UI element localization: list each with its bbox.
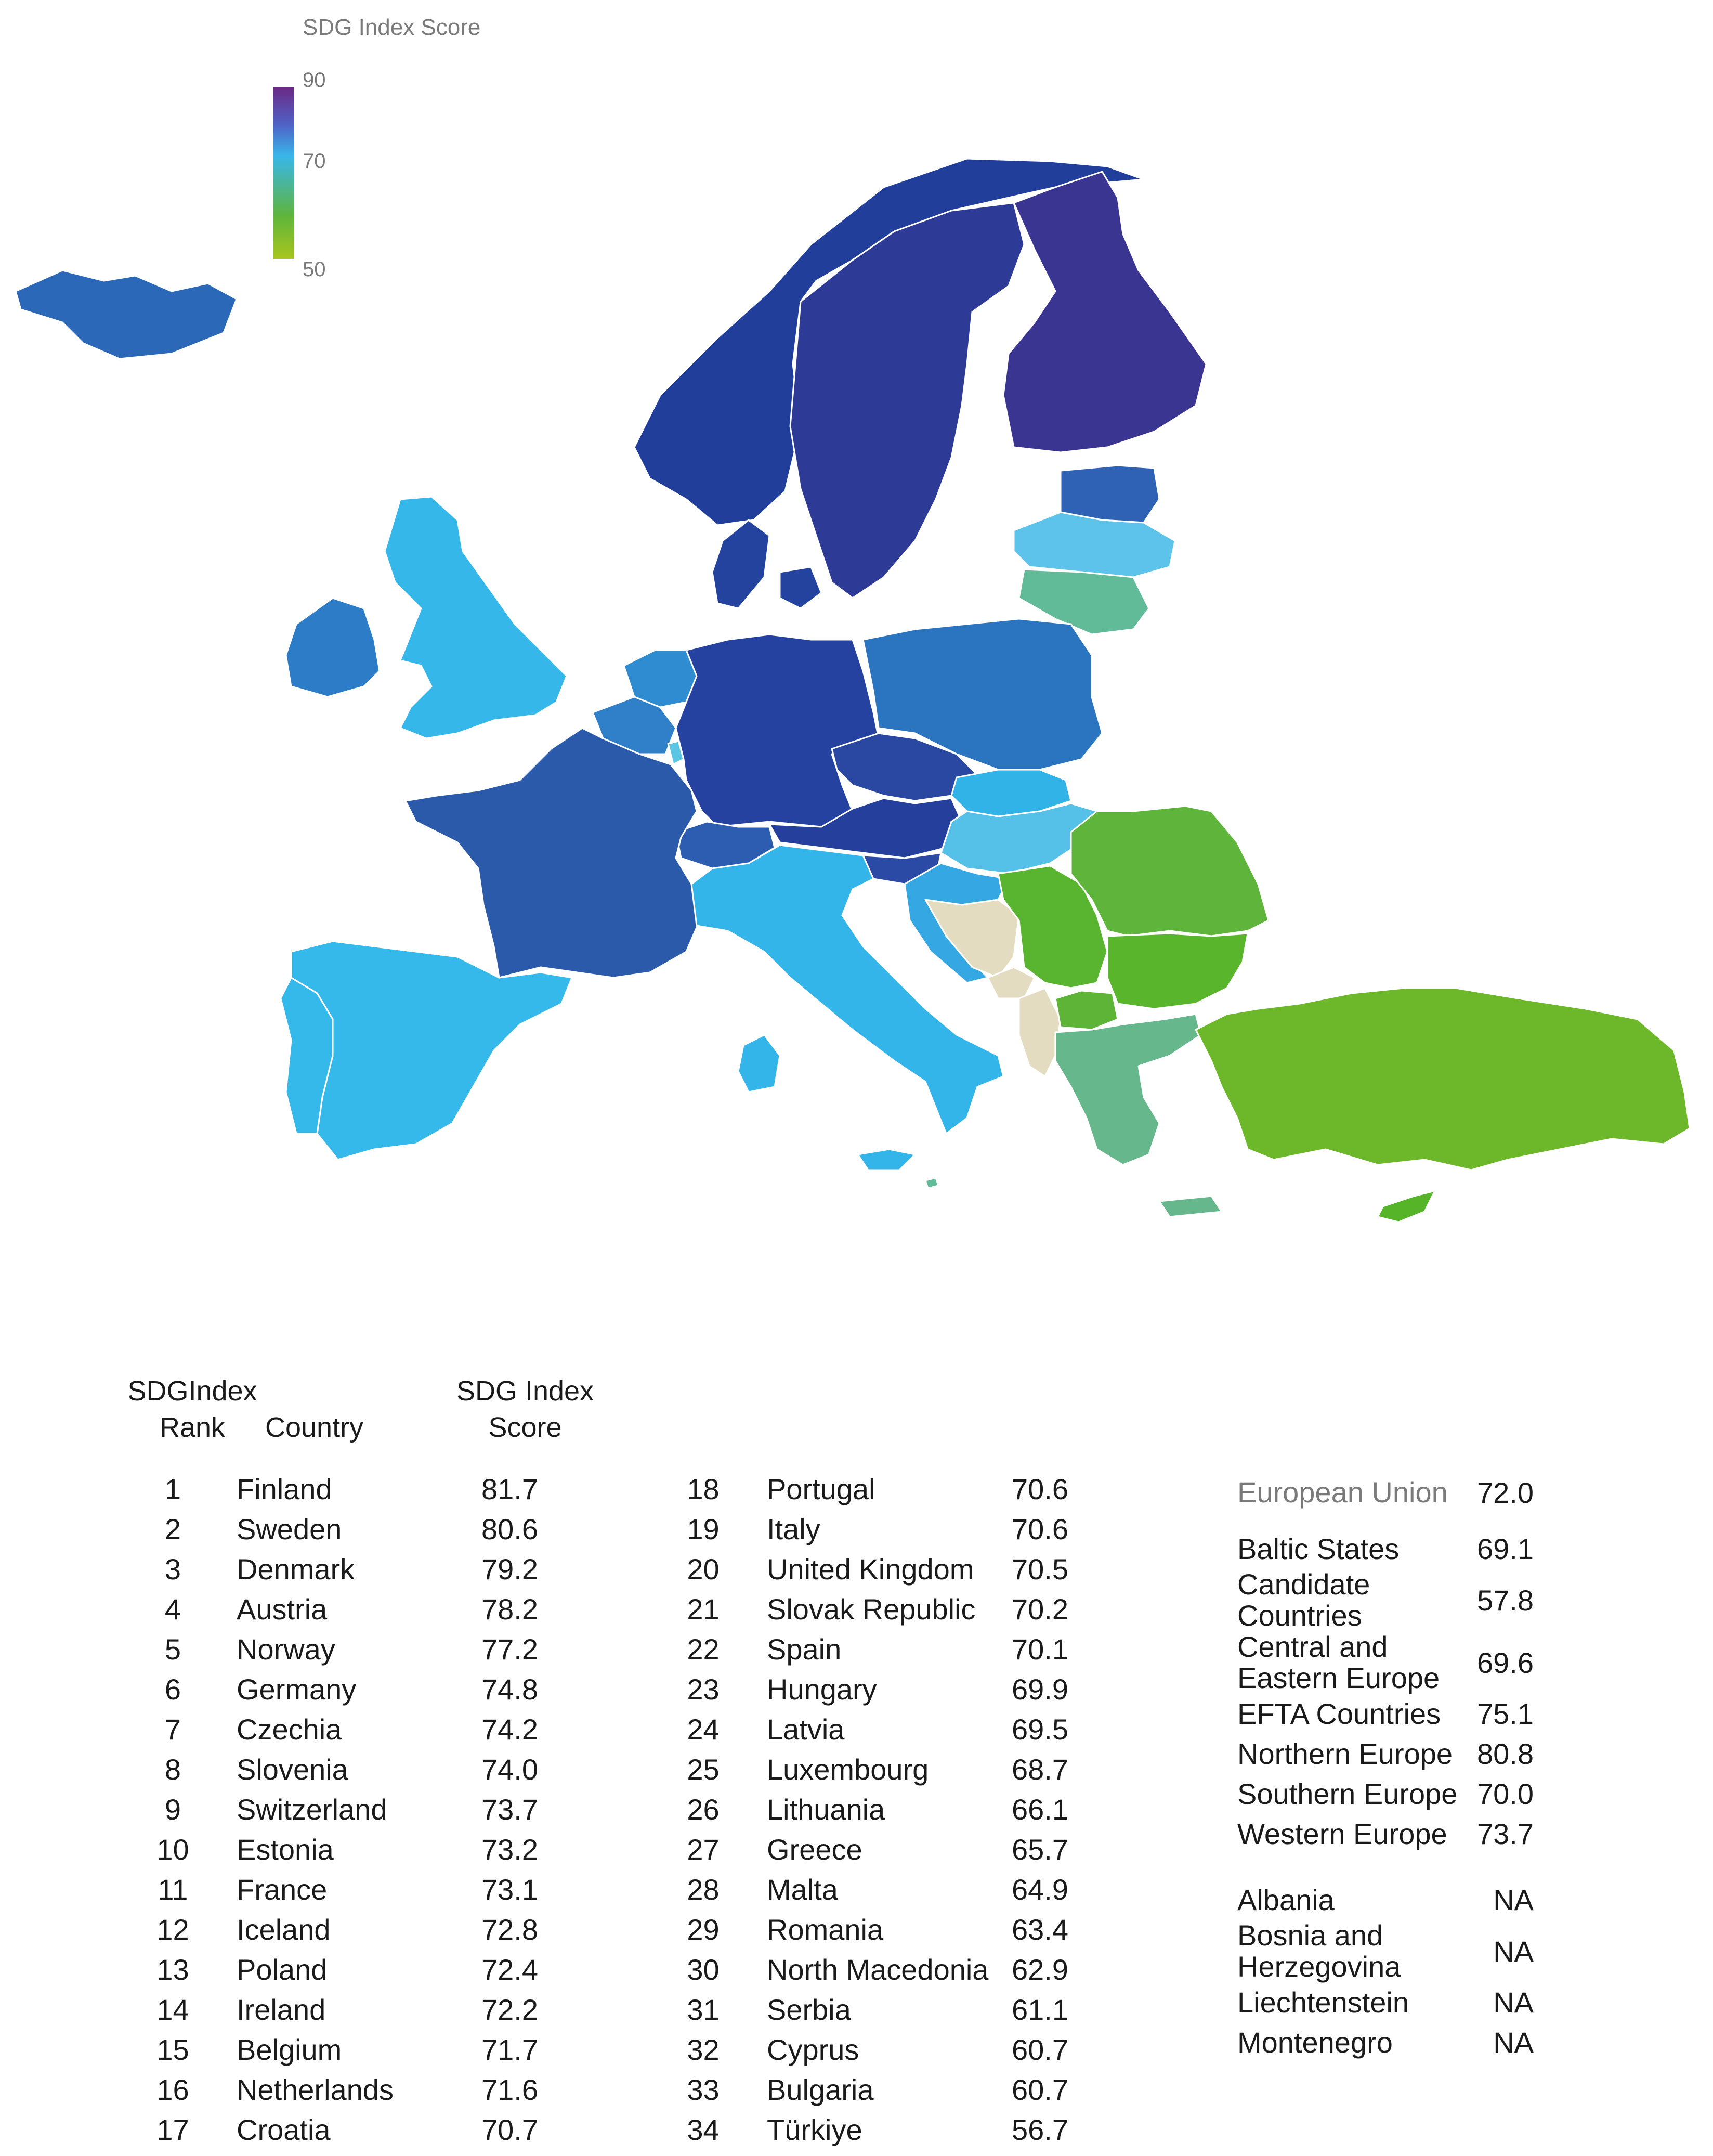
score-header-line1: SDG Index (456, 1375, 594, 1407)
rank-cell: 12 (156, 1913, 189, 1946)
country-estonia[interactable] (1061, 465, 1159, 523)
group-row-efta-countries (1237, 1694, 1534, 1734)
country-albania[interactable] (1019, 988, 1061, 1076)
rank-cell: 4 (164, 1593, 181, 1626)
table-row (681, 1910, 1068, 1950)
country-cell: Italy (767, 1513, 820, 1545)
rank-cell: 9 (164, 1793, 181, 1826)
rank-header-line2: Rank (159, 1412, 226, 1443)
legend-title: SDG Index Score (303, 15, 481, 40)
rank-cell: 30 (687, 1953, 720, 1986)
rank-cell: 17 (156, 2113, 189, 2146)
group-row-liechtenstein (1237, 1982, 1534, 2022)
score-cell: 70.7 (481, 2113, 538, 2146)
country-iceland[interactable] (16, 270, 237, 359)
country-france[interactable] (406, 728, 702, 978)
group-score: 57.8 (1477, 1583, 1534, 1617)
group-row-central-and-eastern-europe (1237, 1631, 1534, 1694)
group-row-montenegro (1237, 2022, 1534, 2062)
score-cell: 73.1 (481, 1873, 538, 1906)
country-malta[interactable] (925, 1178, 938, 1188)
country-cell: Austria (237, 1593, 328, 1626)
group-row-bosnia-and-herzegovina (1237, 1920, 1534, 1982)
group-score: 75.1 (1477, 1697, 1534, 1730)
country-cell: Cyprus (767, 2033, 859, 2066)
country-cell: Luxembourg (767, 1753, 929, 1786)
group-score: 73.7 (1477, 1817, 1534, 1850)
country-cell: Norway (237, 1633, 335, 1666)
country-greece[interactable] (1055, 1014, 1222, 1217)
score-cell: 71.7 (481, 2033, 538, 2066)
country-cell: Lithuania (767, 1793, 885, 1826)
rank-header-line1: SDGIndex (127, 1375, 257, 1407)
table-row (151, 1629, 538, 1669)
rank-cell: 27 (687, 1833, 720, 1866)
country-cell: Ireland (237, 1993, 326, 2026)
country-cell: Serbia (767, 1993, 851, 2026)
group-score: 69.1 (1477, 1532, 1534, 1565)
score-cell: 70.5 (1012, 1553, 1068, 1586)
legend-tick-50: 50 (303, 258, 326, 281)
score-cell: 74.8 (481, 1673, 538, 1706)
group-label: Candidate Countries (1237, 1568, 1370, 1632)
group-row-western-europe (1237, 1814, 1534, 1854)
country-cell: Hungary (767, 1673, 877, 1706)
score-cell: 72.8 (481, 1913, 538, 1946)
group-row-european-union (1237, 1472, 1534, 1513)
table-row (681, 1669, 1068, 1709)
rank-cell: 15 (156, 2033, 189, 2066)
score-header (447, 1373, 603, 1446)
country-germany[interactable] (676, 634, 879, 827)
group-label: Bosnia and Herzegovina (1237, 1919, 1401, 1983)
score-cell: 56.7 (1012, 2113, 1068, 2146)
table-row (681, 1589, 1068, 1629)
rank-cell: 11 (158, 1873, 188, 1906)
rank-cell: 26 (687, 1793, 720, 1826)
group-score: 70.0 (1477, 1777, 1534, 1810)
score-cell: 73.2 (481, 1833, 538, 1866)
table-row (681, 1549, 1068, 1589)
country-ireland[interactable] (286, 598, 380, 697)
table-row (681, 1950, 1068, 1990)
rank-cell: 33 (687, 2073, 720, 2106)
score-cell: 77.2 (481, 1633, 538, 1666)
rank-cell: 1 (164, 1473, 181, 1505)
rank-cell: 2 (164, 1513, 181, 1545)
rank-cell: 5 (164, 1633, 181, 1666)
score-cell: 74.2 (481, 1713, 538, 1746)
country-cell: Finland (237, 1473, 332, 1505)
rank-cell: 7 (164, 1713, 181, 1746)
table-row (151, 1789, 538, 1829)
rank-cell: 31 (687, 1993, 720, 2026)
country-cell: Greece (767, 1833, 862, 1866)
score-cell: 62.9 (1012, 1953, 1068, 1986)
country-latvia[interactable] (1014, 512, 1175, 577)
country-cell: Malta (767, 1873, 838, 1906)
rank-cell: 22 (687, 1633, 720, 1666)
legend-tick-70: 70 (303, 150, 326, 173)
country-cell: Slovak Republic (767, 1593, 976, 1626)
group-label: Baltic States (1237, 1532, 1400, 1565)
score-cell: 63.4 (1012, 1913, 1068, 1946)
country-cell: Iceland (237, 1913, 331, 1946)
rank-cell: 6 (164, 1673, 181, 1706)
group-score: NA (1493, 2026, 1534, 2059)
country-north-macedonia[interactable] (1055, 991, 1118, 1030)
group-score: 72.0 (1477, 1476, 1534, 1509)
group-label: Montenegro (1237, 2025, 1393, 2059)
country-cell: Germany (237, 1673, 357, 1706)
na-countries-list (1237, 1880, 1534, 2062)
score-cell: 70.6 (1012, 1513, 1068, 1545)
country-cell: Denmark (237, 1553, 355, 1586)
score-cell: 81.7 (481, 1473, 538, 1505)
score-cell: 73.7 (481, 1793, 538, 1826)
rank-cell: 29 (687, 1913, 720, 1946)
group-label: Western Europe (1237, 1817, 1447, 1850)
rank-cell: 20 (687, 1553, 720, 1586)
group-label: Northern Europe (1237, 1737, 1453, 1770)
group-score: NA (1493, 1986, 1534, 2019)
group-label: European Union (1237, 1476, 1448, 1509)
rank-cell: 18 (687, 1473, 720, 1505)
country-united-kingdom[interactable] (385, 497, 567, 738)
table-row (151, 1469, 538, 1509)
table-row (151, 1509, 538, 1549)
group-row-albania (1237, 1880, 1534, 1920)
table-row (681, 2110, 1068, 2150)
group-row-northern-europe (1237, 1734, 1534, 1774)
group-label: Liechtenstein (1237, 1985, 1409, 2019)
group-label: Central and Eastern Europe (1237, 1630, 1440, 1694)
table-row (151, 1869, 538, 1910)
table-row (151, 1990, 538, 2030)
table-row (151, 2110, 538, 2150)
score-header-line2: Score (488, 1412, 562, 1443)
table-row (151, 1709, 538, 1749)
score-cell: 69.5 (1012, 1713, 1068, 1746)
country-cell: Romania (767, 1913, 884, 1946)
country-cell: North Macedonia (767, 1953, 989, 1986)
table-row (681, 1749, 1068, 1789)
rank-cell: 34 (687, 2113, 720, 2146)
country-cell: Sweden (237, 1513, 342, 1545)
country-cell: Portugal (767, 1473, 875, 1505)
table-row (681, 1469, 1068, 1509)
group-score: NA (1493, 1934, 1534, 1968)
table-row (681, 1509, 1068, 1549)
rank-cell: 32 (687, 2033, 720, 2066)
country-cell: Croatia (237, 2113, 331, 2146)
table-row (151, 1549, 538, 1589)
country-bulgaria[interactable] (1107, 933, 1248, 1009)
rank-cell: 28 (687, 1873, 720, 1906)
country-cell: Slovenia (237, 1753, 348, 1786)
country-cell: Bulgaria (767, 2073, 874, 2106)
score-cell: 65.7 (1012, 1833, 1068, 1866)
country-cell: Estonia (237, 1833, 334, 1866)
group-score: NA (1493, 1884, 1534, 1916)
table-row (151, 1910, 538, 1950)
country-cell: Belgium (237, 2033, 342, 2066)
score-cell: 78.2 (481, 1593, 538, 1626)
group-scores (1237, 1472, 1534, 2062)
score-cell: 68.7 (1012, 1753, 1068, 1786)
table-row (681, 2070, 1068, 2110)
table-row (681, 2030, 1068, 2070)
country-cell: Netherlands (237, 2073, 394, 2106)
table-row (681, 1829, 1068, 1869)
country-cell: Spain (767, 1633, 842, 1666)
table-row (681, 1990, 1068, 2030)
country-finland[interactable] (1003, 172, 1206, 452)
score-cell: 71.6 (481, 2073, 538, 2106)
rank-cell: 25 (687, 1753, 720, 1786)
score-cell: 80.6 (481, 1513, 538, 1545)
ranking-column-2 (681, 1469, 1068, 2150)
group-score: 80.8 (1477, 1737, 1534, 1770)
table-row (151, 1749, 538, 1789)
score-cell: 60.7 (1012, 2033, 1068, 2066)
score-cell: 66.1 (1012, 1793, 1068, 1826)
rank-cell: 14 (156, 1993, 189, 2026)
group-label: Southern Europe (1237, 1777, 1458, 1810)
group-row-baltic-states (1237, 1529, 1534, 1569)
score-cell: 74.0 (481, 1753, 538, 1786)
rank-cell: 10 (156, 1833, 189, 1866)
rank-cell: 16 (156, 2073, 189, 2106)
rank-header (120, 1373, 265, 1446)
group-label: Albania (1237, 1883, 1335, 1916)
rank-cell: 3 (164, 1553, 181, 1586)
country-cell: France (237, 1873, 328, 1906)
legend-tick-90: 90 (303, 69, 326, 92)
country-turkiye[interactable] (1196, 988, 1690, 1170)
table-row (681, 1869, 1068, 1910)
group-label: EFTA Countries (1237, 1697, 1441, 1730)
group-row-southern-europe (1237, 1774, 1534, 1814)
country-header: Country (265, 1412, 364, 1443)
country-cell: Latvia (767, 1713, 845, 1746)
group-score: 69.6 (1477, 1646, 1534, 1679)
country-cell: Czechia (237, 1713, 342, 1746)
country-cell: Poland (237, 1953, 328, 1986)
rank-cell: 23 (687, 1673, 720, 1706)
score-cell: 70.2 (1012, 1593, 1068, 1626)
score-cell: 72.2 (481, 1993, 538, 2026)
group-row-candidate-countries (1237, 1569, 1534, 1631)
table-row (151, 1829, 538, 1869)
score-cell: 60.7 (1012, 2073, 1068, 2106)
rank-cell: 13 (156, 1953, 189, 1986)
rank-cell: 21 (687, 1593, 720, 1626)
table-row (681, 1709, 1068, 1749)
country-cell: Türkiye (767, 2113, 862, 2146)
table-row (151, 1589, 538, 1629)
table-row (151, 2030, 538, 2070)
score-cell: 70.6 (1012, 1473, 1068, 1505)
country-cell: Switzerland (237, 1793, 387, 1826)
score-cell: 70.1 (1012, 1633, 1068, 1666)
rank-cell: 8 (164, 1753, 181, 1786)
score-cell: 64.9 (1012, 1873, 1068, 1906)
ranking-column-1 (151, 1469, 538, 2150)
table-row (151, 1950, 538, 1990)
score-cell: 79.2 (481, 1553, 538, 1586)
score-cell: 69.9 (1012, 1673, 1068, 1706)
table-row (151, 1669, 538, 1709)
country-cyprus[interactable] (1378, 1191, 1435, 1222)
rank-cell: 19 (687, 1513, 720, 1545)
country-romania[interactable] (1071, 806, 1269, 936)
country-cell: United Kingdom (767, 1553, 974, 1586)
table-row (681, 1629, 1068, 1669)
table-row (681, 1789, 1068, 1829)
region-groups-list (1237, 1529, 1534, 1854)
country-denmark[interactable] (712, 520, 821, 608)
table-row (151, 2070, 538, 2110)
score-cell: 61.1 (1012, 1993, 1068, 2026)
rank-cell: 24 (687, 1713, 720, 1746)
score-cell: 72.4 (481, 1953, 538, 1986)
